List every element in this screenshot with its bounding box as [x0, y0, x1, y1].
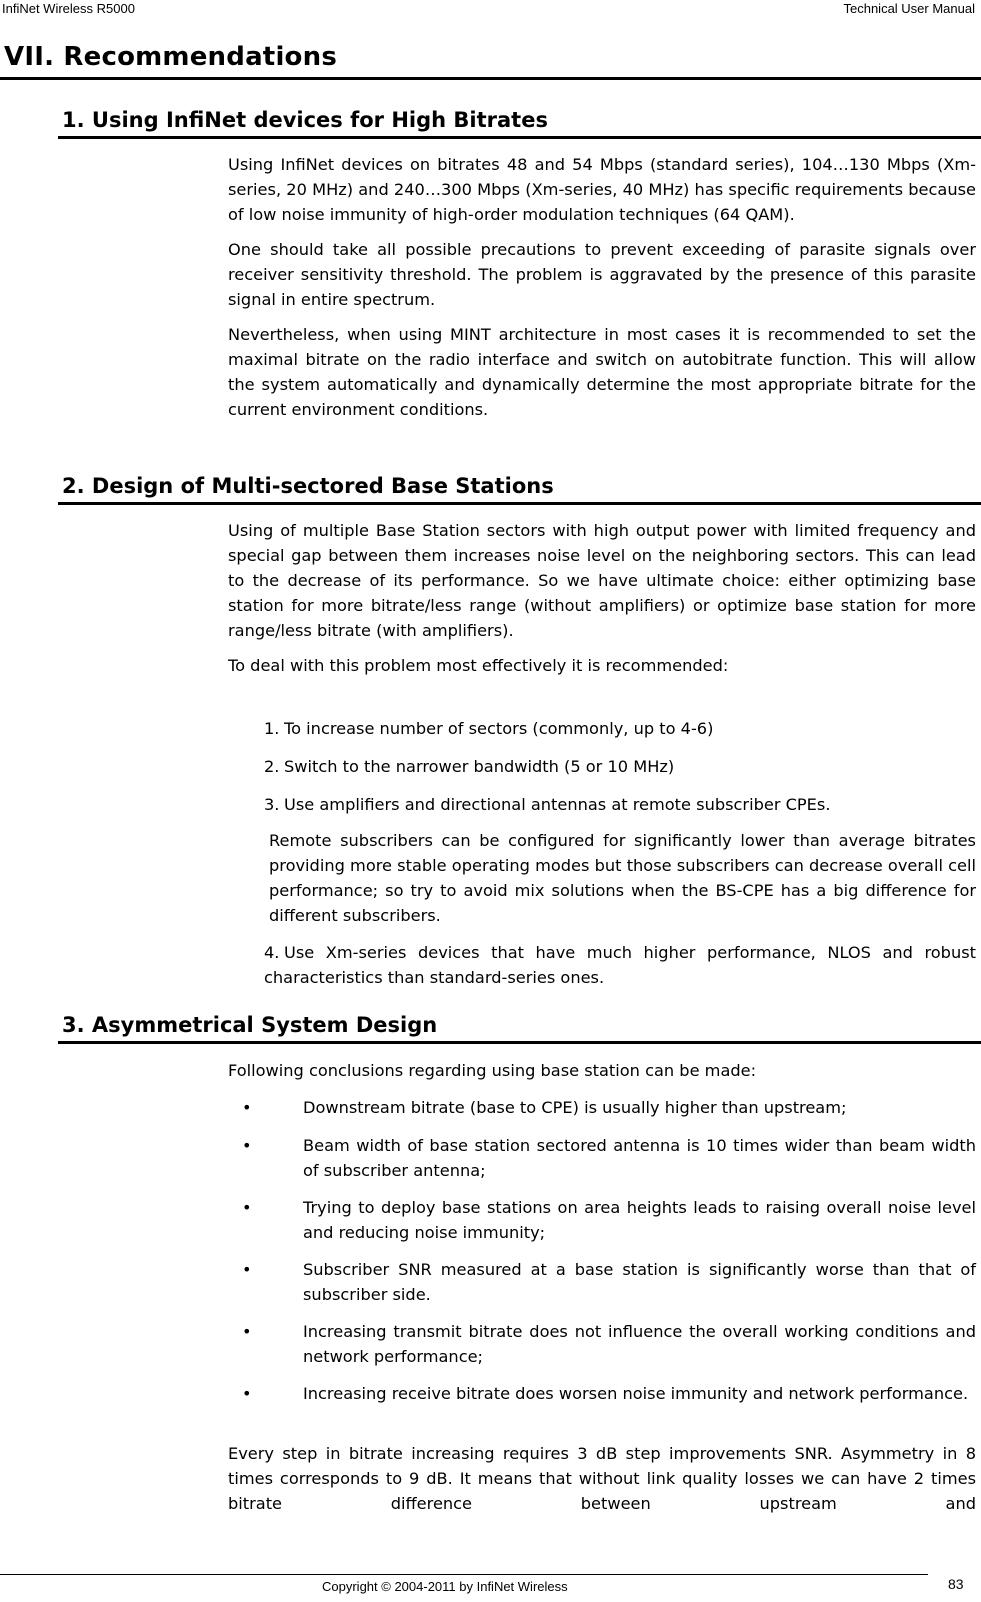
- bullet-icon: •: [242, 1098, 252, 1117]
- bullet-text: Downstream bitrate (base to CPE) is usually higher than upstream;: [303, 1098, 847, 1117]
- bullet-text: Trying to deploy base stations on area heights leads to raising overall noise level and reducing noise immunity;: [303, 1198, 976, 1242]
- section-1-rule: [58, 136, 981, 139]
- list-item: [264, 792, 976, 817]
- list-item: [264, 754, 976, 779]
- bullet-item: [228, 1133, 976, 1183]
- section-1-paragraph: Nevertheless, when using MINT architecture in most cases it is recommended to set the maximal bitrate on the radio interface and switch on autobitrate function. This will allow the system automatically and dynamically determine the most appropriate bitrate for the current environment conditions.: [228, 325, 976, 419]
- section-1-body: [228, 152, 976, 422]
- section-3-closing: [228, 1441, 976, 1516]
- bullet-text: Increasing receive bitrate does worsen noise immunity and network performance.: [303, 1384, 969, 1403]
- chapter-rule: [0, 77, 981, 80]
- bullet-icon: •: [242, 1260, 252, 1279]
- bullet-icon: •: [242, 1198, 252, 1217]
- bullet-item: [228, 1095, 976, 1120]
- list-item-text: Switch to the narrower bandwidth (5 or 10 MHz): [284, 757, 675, 776]
- section-2-body: [228, 518, 976, 678]
- bullet-item: [228, 1319, 976, 1369]
- header-product-name: InfiNet Wireless R5000: [2, 1, 135, 16]
- bullet-icon: •: [242, 1136, 252, 1155]
- section-3-intro: [228, 1058, 976, 1083]
- section-2-paragraph: To deal with this problem most effectively it is recommended:: [228, 656, 729, 675]
- section-1-paragraph: One should take all possible precautions to prevent exceeding of parasite signals over receiver sensitivity threshold. The problem is aggravated by the presence of this parasite signal in entire spectrum.: [228, 240, 976, 309]
- footer-copyright: Copyright © 2004-2011 by InfiNet Wireless: [322, 1579, 568, 1594]
- bullet-text: Subscriber SNR measured at a base station is significantly worse than that of subscriber side.: [303, 1260, 976, 1304]
- list-item-number: 1.: [264, 719, 280, 738]
- list-item-number: 4.: [264, 943, 280, 962]
- bullet-text: Increasing transmit bitrate does not influence the overall working conditions and network performance;: [303, 1322, 976, 1366]
- bullet-icon: •: [242, 1384, 252, 1403]
- page-number: 83: [948, 1576, 964, 1592]
- list-item-text: Use amplifiers and directional antennas at remote subscriber CPEs.: [284, 795, 831, 814]
- section-1-paragraph: Using InfiNet devices on bitrates 48 and 54 Mbps (standard series), 104…130 Mbps (Xm-series, 20 MHz) and 240…300 Mbps (Xm-series, 40 MHz) has specific requirements because of low noise immunity of high-order modulation techniques (64 QAM).: [228, 155, 976, 224]
- list-item-text: To increase number of sectors (commonly, up to 4-6): [284, 719, 714, 738]
- section-2-rule: [58, 502, 981, 505]
- footer-rule: [0, 1574, 928, 1575]
- bullet-item: [228, 1195, 976, 1245]
- list-item: [264, 716, 976, 741]
- section-2-paragraph: Using of multiple Base Station sectors with high output power with limited frequency and special gap between them increases noise level on the neighboring sectors. This can lead to the decrease of its performance. So we have ultimate choice: either optimizing base station for more bitrate/less range (without amplifiers) or optimize base station for more range/less bitrate (with amplifiers).: [228, 521, 976, 640]
- list-item-note: Remote subscribers can be configured for significantly lower than average bitrates providing more stable operating modes but those subscribers can decrease overall cell performance; so try to avoid mix solutions when the BS-CPE has a big difference for different subscribers.: [269, 831, 976, 925]
- chapter-title: VII. Recommendations: [4, 42, 337, 72]
- section-3-rule: [58, 1041, 981, 1044]
- bullet-text: Beam width of base station sectored antenna is 10 times wider than beam width of subscriber antenna;: [303, 1136, 976, 1180]
- section-3-paragraph: Following conclusions regarding using base station can be made:: [228, 1061, 757, 1080]
- header-manual-title: Technical User Manual: [843, 1, 975, 16]
- bullet-item: [228, 1381, 976, 1406]
- section-2-title: 2. Design of Multi-sectored Base Stations: [62, 474, 554, 498]
- page-header: [0, 0, 981, 22]
- list-item-number: 3.: [264, 795, 280, 814]
- section-3-paragraph: Every step in bitrate increasing requires 3 dB step improvements SNR. Asymmetry in 8 times corresponds to 9 dB. It means that without link quality losses we can have 2 times bitrate difference between upstream and: [228, 1444, 976, 1513]
- section-3-title: 3. Asymmetrical System Design: [62, 1013, 438, 1037]
- bullet-item: [228, 1257, 976, 1307]
- section-1-title: 1. Using InfiNet devices for High Bitrates: [62, 108, 548, 132]
- bullet-icon: •: [242, 1322, 252, 1341]
- list-item-text: Use Xm-series devices that have much higher performance, NLOS and robust characteristics than standard-series ones.: [264, 943, 976, 987]
- list-item-number: 2.: [264, 757, 280, 776]
- list-item: [264, 940, 976, 990]
